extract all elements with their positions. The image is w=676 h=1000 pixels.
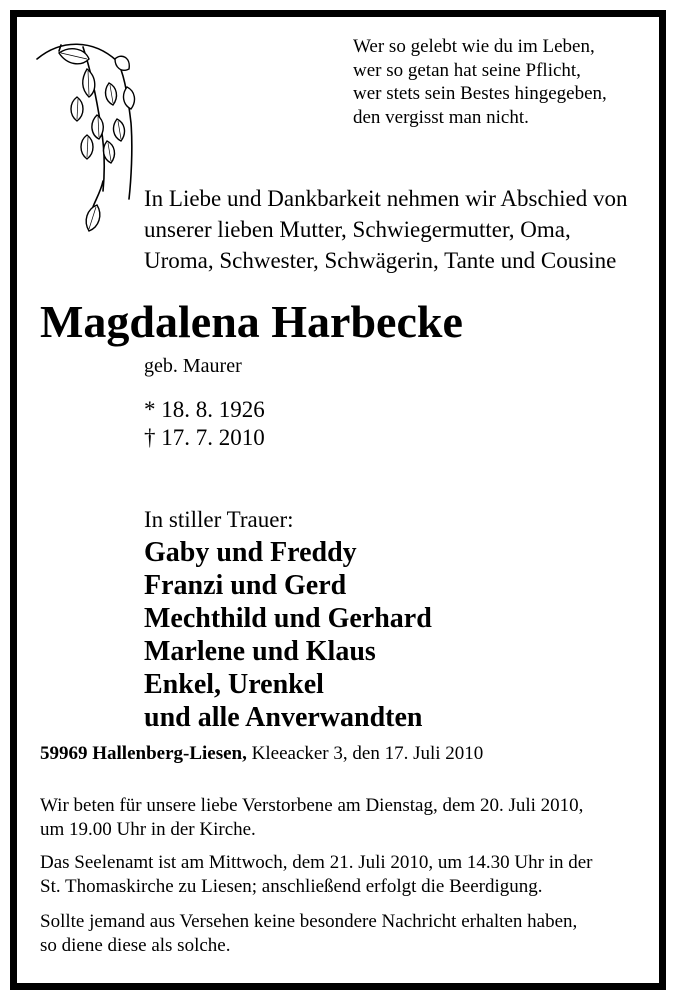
- mourner-name: Gaby und Freddy: [144, 537, 357, 568]
- notification-notice: [40, 910, 577, 957]
- mourner-name: Franzi und Gerd: [144, 570, 347, 601]
- notice-line: Das Seelenamt ist am Mittwoch, dem 21. Juli 2010, um 14.30 Uhr in der: [40, 852, 593, 873]
- poem-line: den vergisst man nicht.: [353, 106, 529, 128]
- mourner-name: Marlene und Klaus: [144, 636, 376, 667]
- notice-line: St. Thomaskirche zu Liesen; anschließend erfolgt die Beerdigung.: [40, 875, 543, 897]
- intro-line: In Liebe und Dankbarkeit nehmen wir Abschied von: [144, 186, 628, 211]
- requiem-notice: [40, 851, 593, 898]
- life-dates: [144, 396, 265, 452]
- poem-line: Wer so gelebt wie du im Leben,: [353, 36, 595, 57]
- address-place: 59969 Hallenberg-Liesen,: [40, 743, 247, 764]
- mourners-heading: In stiller Trauer:: [144, 507, 294, 532]
- birch-branch-icon: [31, 31, 141, 241]
- notice-line: so diene diese als solche.: [40, 934, 231, 956]
- notice-line: um 19.00 Uhr in der Kirche.: [40, 818, 256, 840]
- mourners-list: [144, 536, 432, 734]
- mourner-name: Enkel, Urenkel: [144, 669, 324, 700]
- birth-date: * 18. 8. 1926: [144, 397, 265, 422]
- poem-line: wer so getan hat seine Pflicht,: [353, 59, 581, 81]
- address-details: Kleeacker 3, den 17. Juli 2010: [246, 743, 484, 764]
- farewell-intro: [144, 183, 628, 276]
- address-line: [40, 741, 483, 767]
- mourner-name: und alle Anverwandten: [144, 702, 423, 733]
- notice-line: Wir beten für unsere liebe Verstorbene am Dienstag, dem 20. Juli 2010,: [40, 795, 584, 816]
- poem-verse: [353, 35, 607, 129]
- obituary-frame: [10, 10, 666, 990]
- prayer-notice: [40, 794, 583, 841]
- notice-line: Sollte jemand aus Versehen keine besondere Nachricht erhalten haben,: [40, 911, 578, 932]
- birth-name: geb. Maurer: [144, 355, 242, 377]
- intro-line: Uroma, Schwester, Schwägerin, Tante und Cousine: [144, 248, 617, 273]
- intro-line: unserer lieben Mutter, Schwiegermutter, Oma,: [144, 217, 571, 242]
- mourner-name: Mechthild und Gerhard: [144, 603, 432, 634]
- poem-line: wer stets sein Bestes hingegeben,: [353, 83, 607, 104]
- death-date: † 17. 7. 2010: [144, 425, 265, 450]
- deceased-name: Magdalena Harbecke: [40, 296, 463, 347]
